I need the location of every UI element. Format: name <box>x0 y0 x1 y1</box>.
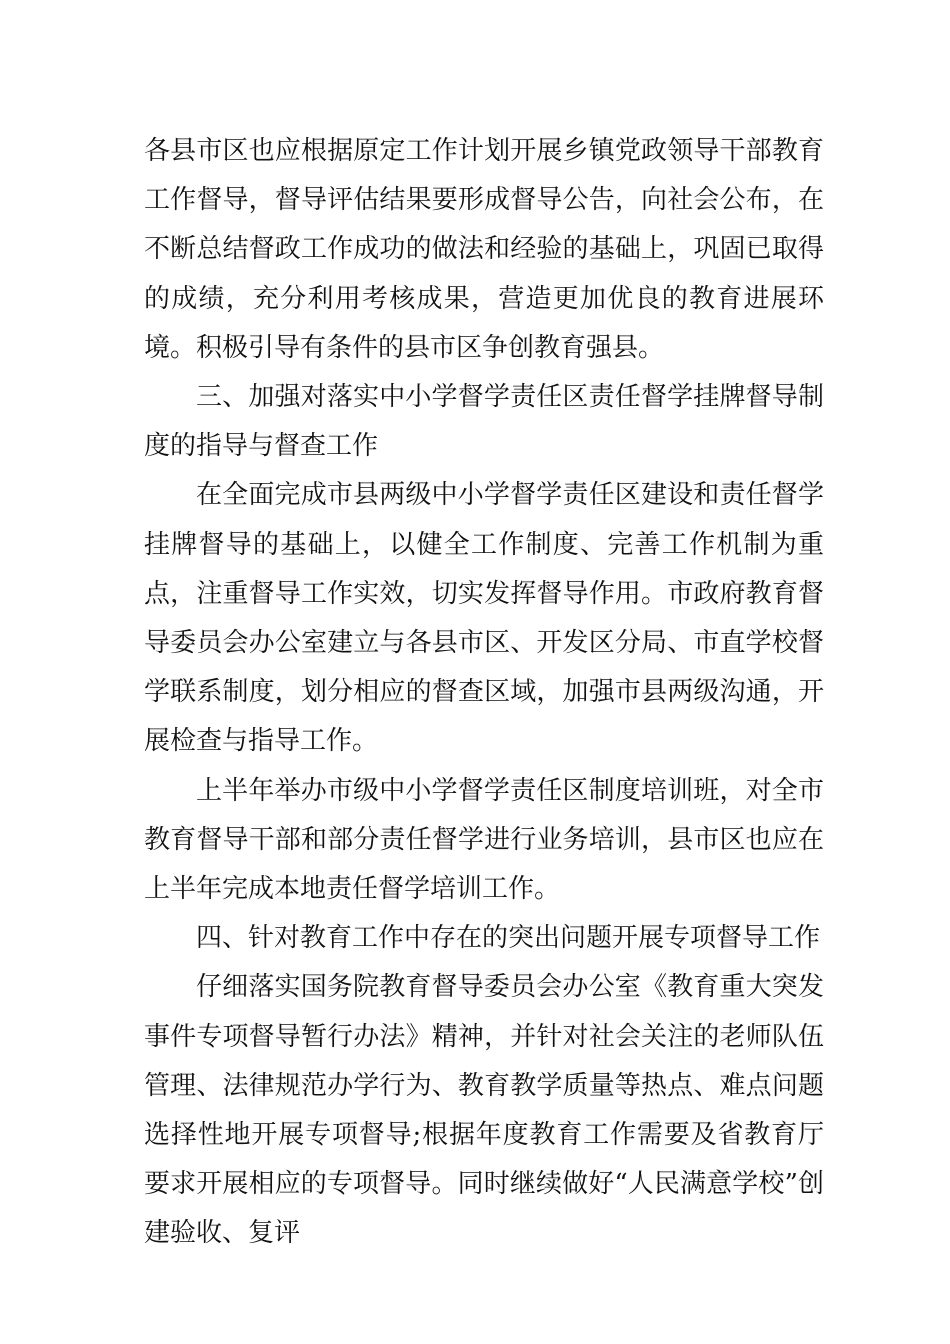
paragraph-special-supervision: 仔细落实国务院教育督导委员会办公室《教育重大突发事件专项督导暂行办法》精神，并针对社会关注的老师队伍管理、法律规范办学行为、教育教学质量等热点、难点问题选择性地开展专项督导;根据年度教育工作需要及省教育厅要求开展相应的专项督导。同时继续做好“人民满意学校”创建验收、复评 <box>144 972 824 1249</box>
section-heading-four: 四、针对教育工作中存在的突出问题开展专项督导工作 <box>196 923 821 954</box>
document-body <box>144 127 824 1259</box>
paragraph-training: 上半年举办市级中小学督学责任区制度培训班，对全市教育督导干部和部分责任督学进行业务培训，县市区也应在上半年完成本地责任督学培训工作。 <box>144 775 824 905</box>
paragraph-supervision-zones: 在全面完成市县两级中小学督学责任区建设和责任督学挂牌督导的基础上，以健全工作制度、完善工作机制为重点，注重督导工作实效，切实发挥督导作用。市政府教育督导委员会办公室建立与各县市区、开发区分局、市直学校督学联系制度，划分相应的督查区域，加强市县两级沟通，开展检查与指导工作。 <box>144 480 824 757</box>
section-heading-three: 三、加强对落实中小学督学责任区责任督学挂牌督导制度的指导与督查工作 <box>144 382 824 462</box>
paragraph-continuation: 各县市区也应根据原定工作计划开展乡镇党政领导干部教育工作督导，督导评估结果要形成督导公告，向社会公布，在不断总结督政工作成功的做法和经验的基础上，巩固已取得的成绩，充分利用考核成果，营造更加优良的教育进展环境。积极引导有条件的县市区争创教育强县。 <box>144 136 824 363</box>
